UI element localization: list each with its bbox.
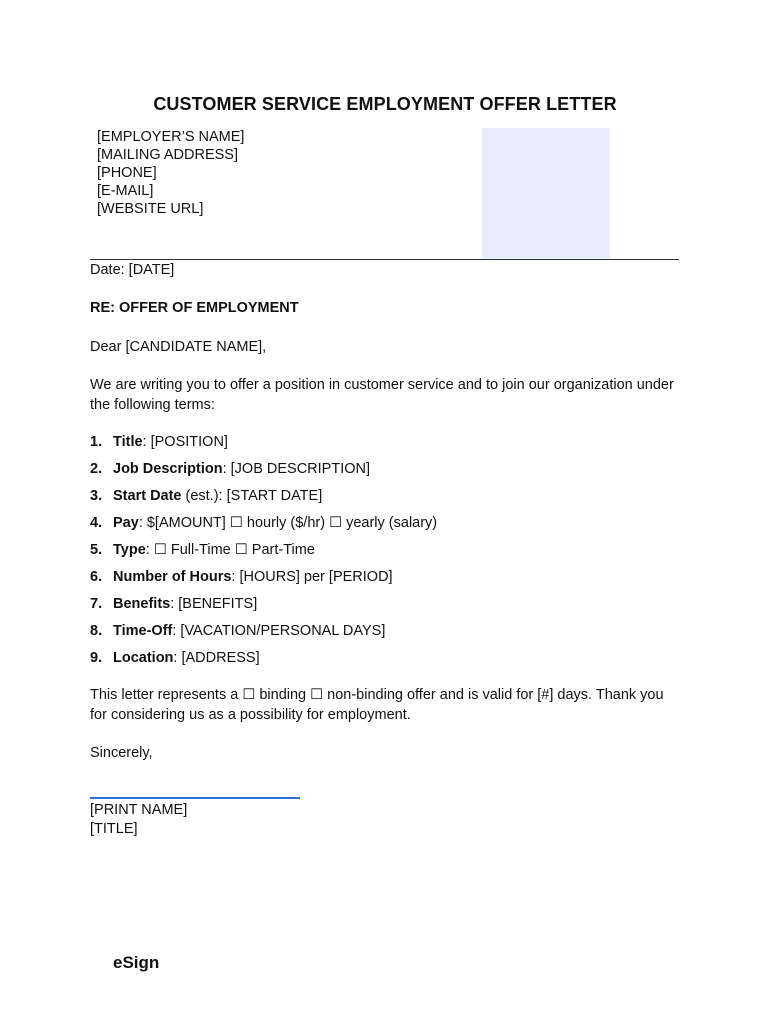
employer-email-field[interactable]: [E-MAIL]	[97, 183, 154, 199]
signer-block	[90, 801, 187, 839]
esign-button[interactable]: eSign	[113, 953, 160, 972]
closing-paragraph[interactable]: This letter represents a ☐ binding ☐ non-binding offer and is valid for [#] days. Thank you for considering us as a possibility for employment.	[90, 687, 664, 723]
term-item-start-date[interactable]: 3. Start Date (est.): [START DATE]	[90, 488, 323, 504]
employer-name-field[interactable]: [EMPLOYER’S NAME]	[97, 129, 245, 145]
header-divider	[90, 259, 679, 260]
logo-placeholder[interactable]	[482, 128, 610, 259]
term-item-job-description[interactable]: 2. Job Description: [JOB DESCRIPTION]	[90, 461, 371, 477]
employer-website-field[interactable]: [WEBSITE URL]	[97, 201, 204, 217]
employer-address-field[interactable]: [MAILING ADDRESS]	[97, 147, 239, 163]
term-item-pay[interactable]: 4. Pay: $[AMOUNT] ☐ hourly ($/hr) ☐ yearly (salary)	[90, 515, 438, 531]
term-item-benefits[interactable]: 7. Benefits: [BENEFITS]	[90, 596, 258, 612]
employer-phone-field[interactable]: [PHONE]	[97, 165, 157, 181]
term-item-title[interactable]: 1. Title: [POSITION]	[90, 434, 228, 450]
date-line[interactable]: Date: [DATE]	[90, 262, 175, 278]
intro-paragraph: We are writing you to offer a position in customer service and to join our organization under the following terms:	[90, 377, 674, 413]
term-item-location[interactable]: 9. Location: [ADDRESS]	[90, 650, 260, 666]
document-title: CUSTOMER SERVICE EMPLOYMENT OFFER LETTER	[153, 94, 617, 114]
sign-off: Sincerely,	[90, 745, 153, 761]
salutation[interactable]: Dear [CANDIDATE NAME],	[90, 339, 267, 355]
print-name-field[interactable]: [PRINT NAME]	[90, 802, 188, 818]
employer-info-block	[97, 128, 244, 218]
term-item-hours[interactable]: 6. Number of Hours: [HOURS] per [PERIOD]	[90, 569, 393, 585]
term-item-time-off[interactable]: 8. Time-Off: [VACATION/PERSONAL DAYS]	[90, 623, 386, 639]
terms-list	[90, 432, 437, 675]
term-item-type[interactable]: 5. Type: ☐ Full-Time ☐ Part-Time	[90, 542, 315, 558]
signature-line[interactable]	[90, 797, 300, 799]
print-title-field[interactable]: [TITLE]	[90, 821, 138, 837]
subject-line: RE: OFFER OF EMPLOYMENT	[90, 300, 299, 316]
